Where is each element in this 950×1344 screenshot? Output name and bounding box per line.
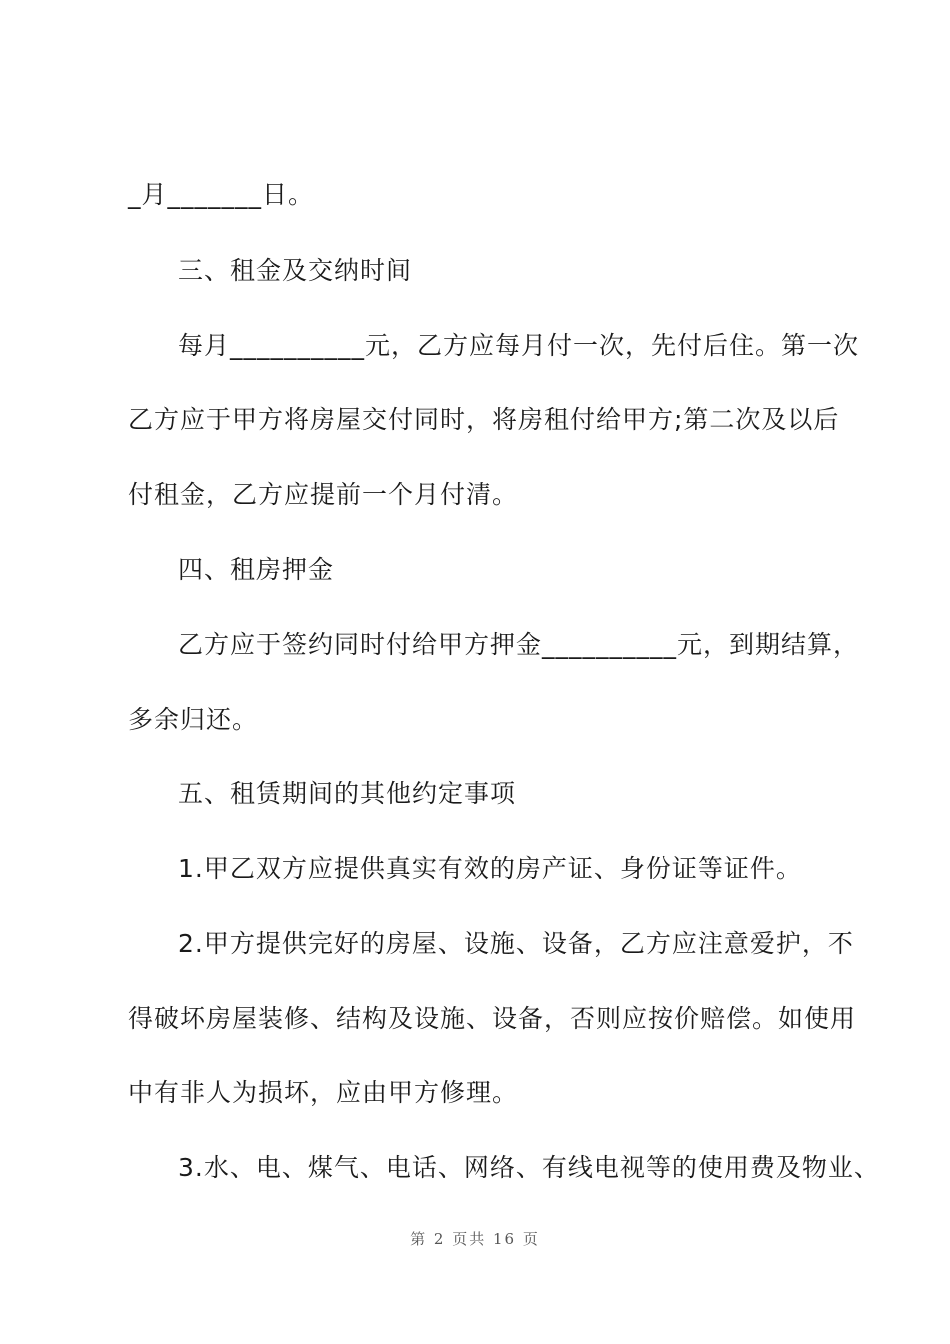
- text-line: _月_______日。: [128, 180, 315, 209]
- text-line: 2.甲方提供完好的房屋、设施、设备，乙方应注意爱护，不: [178, 929, 854, 958]
- text-line: 付租金，乙方应提前一个月付清。: [128, 480, 519, 509]
- text-line: 每月__________元，乙方应每月付一次，先付后住。第一次: [178, 331, 860, 360]
- text-line: 多余归还。: [128, 705, 259, 734]
- text-line: 得破坏房屋装修、结构及设施、设备，否则应按价赔偿。如使用: [128, 1004, 857, 1033]
- text-line: 中有非人为损坏，应由甲方修理。: [128, 1078, 519, 1107]
- text-line: 3.水、电、煤气、电话、网络、有线电视等的使用费及物业、: [178, 1153, 880, 1182]
- section-heading: 三、租金及交纳时间: [178, 256, 413, 285]
- text-line: 乙方应于甲方将房屋交付同时，将房租付给甲方;第二次及以后: [128, 405, 840, 434]
- text-line: 乙方应于签约同时付给甲方押金__________元，到期结算，: [178, 630, 860, 659]
- section-heading: 五、租赁期间的其他约定事项: [178, 779, 517, 808]
- section-heading: 四、租房押金: [178, 555, 335, 584]
- page-number-label: 第 2 页共 16 页: [410, 1230, 540, 1248]
- page-footer: [0, 1228, 950, 1249]
- text-line: 1.甲乙双方应提供真实有效的房产证、身份证等证件。: [178, 854, 802, 883]
